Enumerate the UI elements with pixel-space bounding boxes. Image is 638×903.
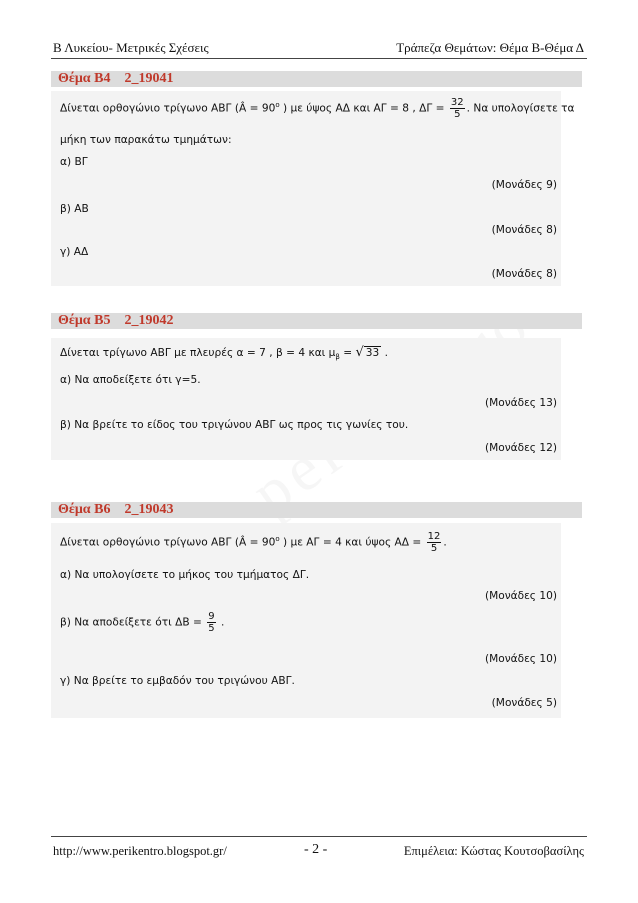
theme-b4-bar <box>51 71 582 87</box>
theme-b6-part-b <box>60 611 224 634</box>
theme-b6-part-c-units: (Μονάδες 5) <box>491 697 557 709</box>
theme-b6-part-b-text: β) Να αποδείξετε ότι ΔΒ = <box>60 616 202 629</box>
theme-b6-intro-c: . <box>443 536 447 549</box>
theme-b4-intro: Δίνεται ορθογώνιο τρίγωνο ΑΒΓ (Â = $90^o$ ) με ύψος ΑΔ και ΑΓ = 8 , ΔΓ = $\frac{32}{5}$ . Να υπολογίσετε τα <box>60 97 575 120</box>
theme-b5-bar <box>51 313 582 329</box>
theme-b4-part-c: γ) ΑΔ <box>60 246 89 258</box>
theme-b4-title: Θέμα Β4 2_19041 <box>58 71 174 86</box>
header-left: Β Λυκείου- Μετρικές Σχέσεις <box>53 40 209 55</box>
theme-b6-part-b-fraction <box>207 611 215 634</box>
theme-b5-part-b-units: (Μονάδες 12) <box>484 442 557 454</box>
theme-b4-angle: Â = 90 <box>238 102 276 115</box>
theme-b4-intro-a: Δίνεται ορθογώνιο τρίγωνο ΑΒΓ ( <box>60 102 239 115</box>
frac-numerator: 9 <box>208 611 215 622</box>
theme-b6-intro: Δίνεται ορθογώνιο τρίγωνο ΑΒΓ (Â = $90^o$ ) με ΑΓ = 4 και ύψος ΑΔ = $\frac{12}{5}$ . <box>60 531 447 554</box>
sqrt-radicand: 33 <box>365 347 380 359</box>
theme-b5-intro-a: Δίνεται τρίγωνο ΑΒΓ με πλευρές α = 7 , β = 4 και μ <box>60 347 336 359</box>
frac-numerator: 12 <box>427 531 441 542</box>
theme-b6-intro-a: Δίνεται ορθογώνιο τρίγωνο ΑΒΓ ( <box>60 536 239 549</box>
theme-b6-part-a-units: (Μονάδες 10) <box>484 590 557 602</box>
theme-b4-intro-c: . Να υπολογίσετε τα <box>466 102 575 115</box>
theme-b6-part-c: γ) Να βρείτε το εμβαδόν του τριγώνου ΑΒΓ. <box>60 675 295 687</box>
theme-b6-box <box>51 523 561 718</box>
theme-b6-part-a: α) Να υπολογίσετε το μήκος του τμήματος ΔΓ. <box>60 569 310 581</box>
theme-b4-box <box>51 91 575 286</box>
footer-divider <box>51 836 587 837</box>
frac-denominator: 5 <box>208 623 215 634</box>
theme-b5-part-a: α) Να αποδείξετε ότι γ=5. <box>60 374 201 386</box>
footer-author: Επιμέλεια: Κώστας Κουτσοβασίλης <box>403 844 584 858</box>
header-divider <box>51 58 587 59</box>
theme-b6-fraction <box>427 531 442 554</box>
theme-b6-bar <box>51 502 582 518</box>
theme-b4-part-a-units: (Μονάδες 9) <box>491 179 557 191</box>
theme-b5-part-b: β) Να βρείτε το είδος του τριγώνου ΑΒΓ ως προς τις γωνίες του. <box>60 419 409 431</box>
theme-b4-part-a: α) ΒΓ <box>60 156 88 168</box>
theme-b5-sqrt: √ 33 <box>355 345 380 360</box>
theme-b5-intro-c: . <box>381 347 389 359</box>
frac-numerator: 32 <box>450 97 464 108</box>
theme-b4-fraction <box>450 97 465 120</box>
theme-b4-part-b: β) ΑΒ <box>60 203 89 215</box>
header-right: Τράπεζα Θεμάτων: Θέμα Β-Θέμα Δ <box>396 40 584 55</box>
theme-b4-part-c-units: (Μονάδες 8) <box>491 268 557 280</box>
theme-b6-part-b-end: . <box>217 616 225 629</box>
theme-b4-intro-b: ) με ύψος ΑΔ και ΑΓ = 8 , ΔΓ = <box>279 102 445 115</box>
footer-link[interactable]: http://www.perikentro.blogspot.gr/ <box>53 844 227 858</box>
theme-b6-angle: Â = 90 <box>238 536 276 549</box>
theme-b6-title: Θέμα Β6 2_19043 <box>58 502 174 517</box>
theme-b5-title: Θέμα Β5 2_19042 <box>58 313 174 328</box>
theme-b4-part-b-units: (Μονάδες 8) <box>491 224 557 236</box>
page-number: - 2 - <box>304 842 328 857</box>
theme-b6-intro-b: ) με ΑΓ = 4 και ύψος ΑΔ = <box>279 536 422 549</box>
frac-denominator: 5 <box>454 109 461 120</box>
theme-b4-intro-line2: μήκη των παρακάτω τμημάτων: <box>60 134 232 146</box>
frac-denominator: 5 <box>430 543 438 554</box>
theme-b6-part-b-units: (Μονάδες 10) <box>484 653 557 665</box>
theme-b5-intro <box>60 345 388 361</box>
theme-b5-subscript: β <box>335 353 340 362</box>
theme-b5-box <box>51 338 561 460</box>
theme-b5-part-a-units: (Μονάδες 13) <box>484 397 557 409</box>
theme-b5-intro-b: = <box>339 347 356 359</box>
